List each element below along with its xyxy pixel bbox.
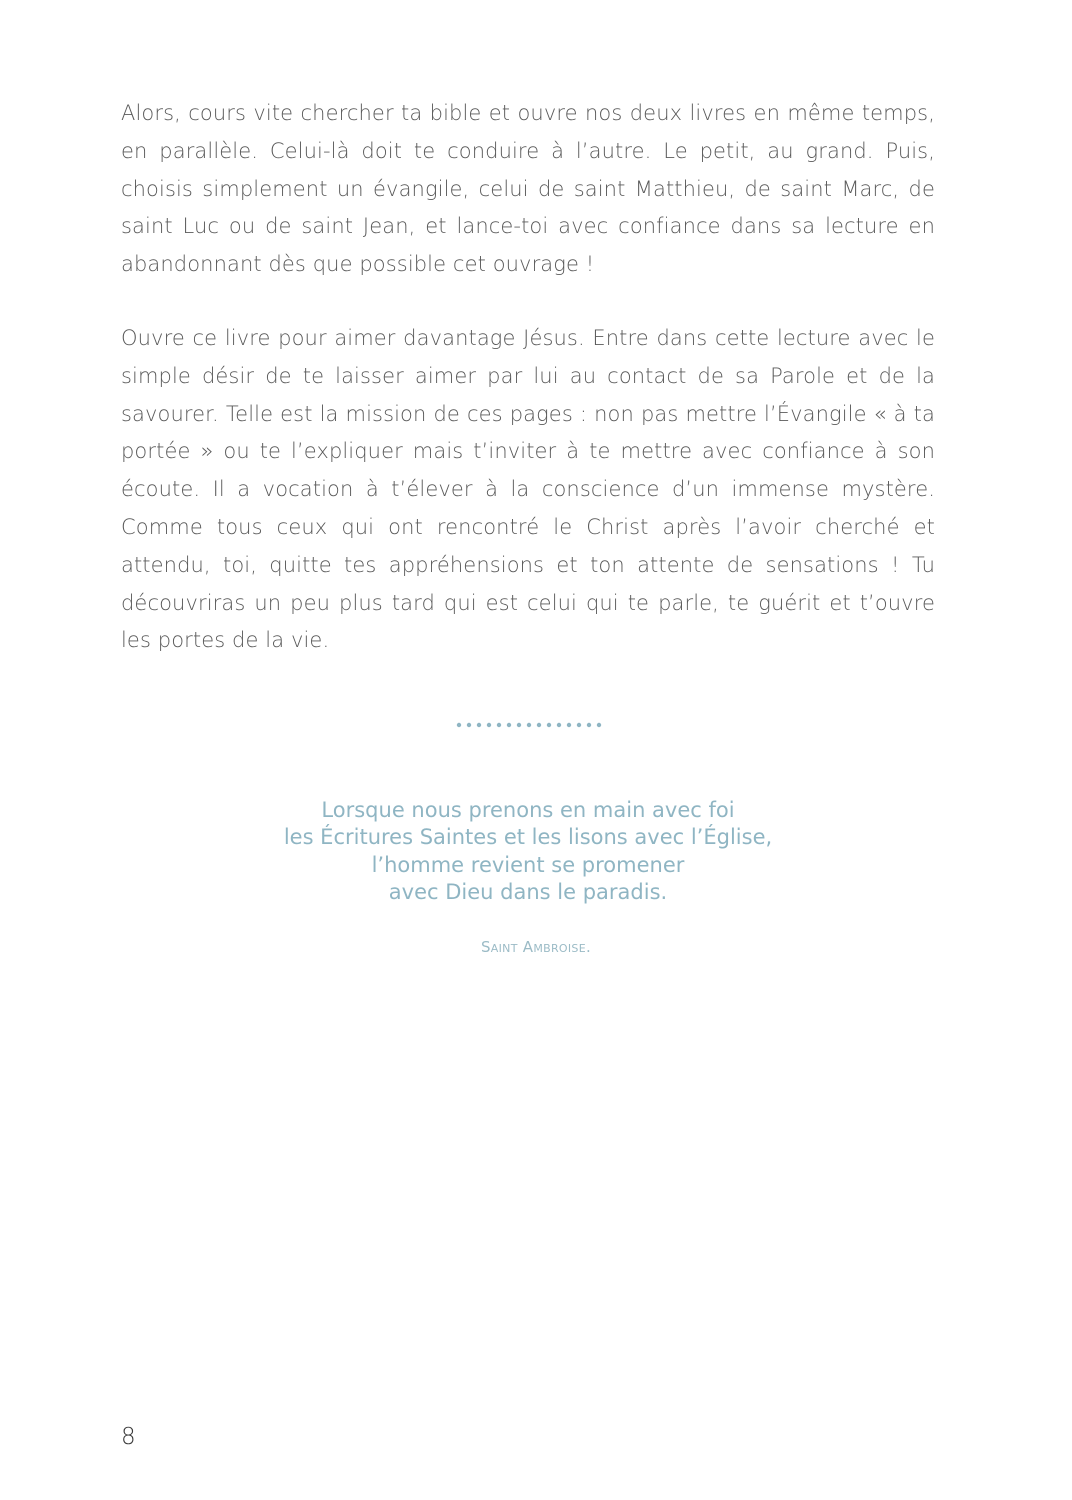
epigraph-quote	[236, 797, 820, 906]
epigraph-line: les Écritures Saintes et les lisons avec l’Église,	[283, 825, 773, 850]
epigraph-line: Lorsque nous prenons en main avec foi	[321, 798, 735, 822]
epigraph-attribution: Saint Ambroise.	[480, 938, 592, 956]
dotted-divider	[456, 721, 602, 729]
body-paragraph-2: Ouvre ce livre pour aimer davantage Jésus. Entre dans cette lecture avec le simple désir de te laisser aimer par lui au contact de sa Parole et de la savourer. Telle est la mission de ces pages : non pas mettre l’Évangile « à ta portée » ou te l’expliquer mais t’inviter à te mettre avec confiance à son écoute. Il a vocation à t’élever à la conscience d’un immense mystère. Comme tous ceux qui ont rencontré le Christ après l’avoir cherché et attendu, toi, quitte tes appréhensions et ton attente de sensations ! Tu découvriras un peu plus tard qui est celui qui te parle, te guérit et t’ouvre les portes de la vie.	[121, 326, 935, 653]
epigraph-line: l’homme revient se promener	[371, 852, 685, 877]
page-number: 8	[121, 1424, 136, 1450]
epigraph-line: avec Dieu dans le paradis.	[388, 879, 668, 904]
body-paragraph-1: Alors, cours vite chercher ta bible et ouvre nos deux livres en même temps, en parallèle. Celui-là doit te conduire à l’autre. Le petit, au grand. Puis, choisis simplement un évangile, celui de saint Matthieu, de saint Marc, de saint Luc ou de saint Jean, et lance-toi avec confiance dans sa lecture en abandonnant dès que possible cet ouvrage !	[121, 101, 935, 277]
